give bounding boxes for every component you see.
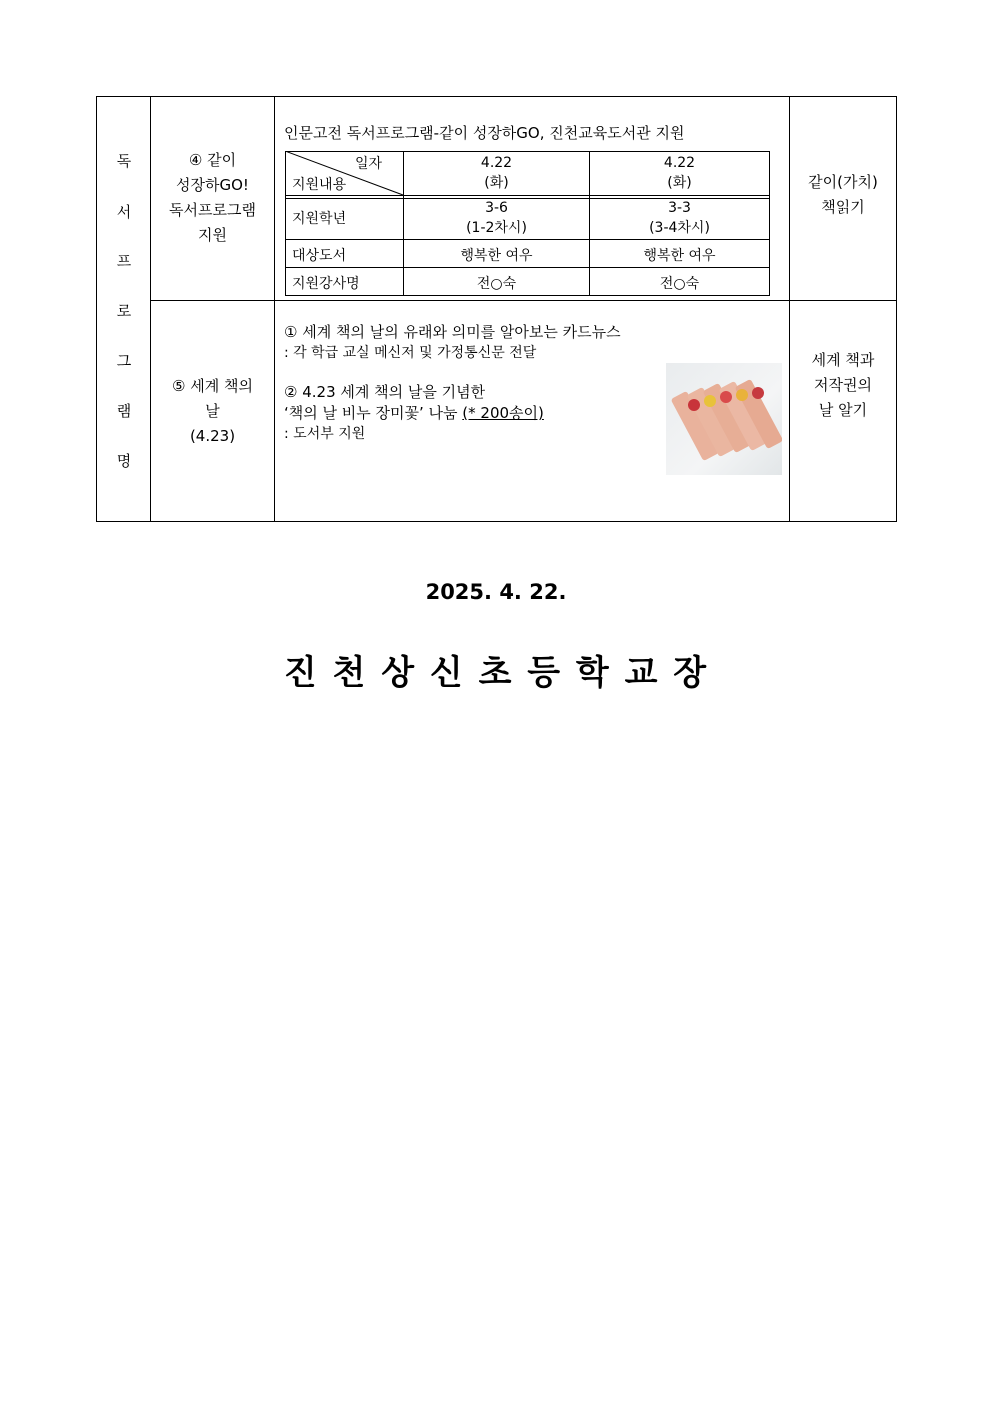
session-day: (화): [667, 175, 692, 191]
rose-bloom: [752, 387, 764, 399]
outer-border-right: [896, 96, 897, 522]
rose-bloom: [736, 389, 748, 401]
row4-program-name: [151, 148, 274, 248]
session-grade: 3-6: [485, 200, 508, 216]
session-day: (화): [484, 175, 509, 191]
program-line: 지원: [198, 226, 227, 244]
row-divider: [150, 300, 897, 301]
outer-border-bottom: [96, 521, 897, 522]
program-line: 날: [205, 402, 220, 420]
goal-line: 같이(가치): [808, 173, 878, 191]
schedule-border: [285, 267, 770, 268]
rose-bloom: [688, 399, 700, 411]
category-char: 독: [116, 152, 132, 170]
program-line: (4.23): [189, 427, 236, 445]
row-label-grade: 지원학년: [292, 211, 347, 227]
rose-bloom: [720, 391, 732, 403]
document-date: 2025. 4. 22.: [425, 580, 567, 604]
row4-goal: [790, 170, 896, 220]
category-char: 로: [116, 302, 132, 320]
goal-line: 책읽기: [821, 198, 865, 216]
column-divider-2: [274, 96, 275, 522]
session-date: 4.22: [480, 155, 513, 171]
row-label-book: 대상도서: [292, 248, 347, 264]
rose-bloom: [704, 395, 716, 407]
session-date-cell: [404, 153, 589, 193]
category-char: 프: [116, 252, 132, 270]
signer-title: 진 천 상 신 초 등 학 교 장: [283, 653, 709, 693]
row5-program-name: [151, 374, 274, 449]
session-book: 행복한 여우: [643, 248, 716, 264]
outer-border-top: [96, 96, 897, 97]
session-period: (3-4차시): [649, 220, 710, 236]
item1-title: ① 세계 책의 날의 유래와 의미를 알아보는 카드뉴스: [284, 323, 621, 341]
goal-line: 저작권의: [814, 376, 872, 394]
soap-rose-photo: [666, 363, 782, 475]
session-book: 행복한 여우: [460, 248, 533, 264]
diag-header-content: 지원내용: [292, 177, 347, 193]
diag-header-date: 일자: [355, 156, 383, 172]
category-char: 그: [116, 352, 132, 370]
session-teacher: 전○숙: [659, 276, 700, 292]
program-line: ⑤ 세계 책의: [172, 377, 253, 395]
session-period: (1-2차시): [466, 220, 527, 236]
item1-note: : 각 학급 교실 메신저 및 가정통신문 전달: [284, 345, 537, 361]
item2-quantity: (* 200송이): [462, 404, 544, 422]
session-date: 4.22: [663, 155, 696, 171]
goal-line: 날 알기: [818, 401, 868, 419]
goal-line: 세계 책과: [811, 351, 875, 369]
column-divider-3: [789, 96, 790, 522]
session-grade-cell: [404, 198, 589, 238]
session-grade-cell: [590, 198, 769, 238]
category-char: 명: [116, 452, 132, 470]
schedule-border: [285, 239, 770, 240]
session-teacher: 전○숙: [476, 276, 517, 292]
item2-event-text: ‘책의 날 비누 장미꽃’ 나눔: [284, 404, 463, 422]
category-char: 램: [116, 402, 132, 420]
row4-heading: 인문고전 독서프로그램-같이 성장하GO, 진천교육도서관 지원: [284, 124, 685, 142]
category-char: 서: [116, 203, 132, 221]
item2-title: ② 4.23 세계 책의 날을 기념한: [284, 383, 486, 401]
program-line: ④ 같이: [188, 151, 237, 169]
session-date-cell: [590, 153, 769, 193]
schedule-border: [769, 151, 770, 296]
session-grade: 3-3: [668, 200, 691, 216]
program-line: 성장하GO!: [176, 176, 249, 194]
row5-goal: [790, 348, 896, 423]
row-label-teacher: 지원강사명: [292, 276, 360, 292]
schedule-border: [285, 295, 770, 296]
program-line: 독서프로그램: [169, 201, 256, 219]
item2-note: : 도서부 지원: [284, 426, 366, 442]
item2-line: [284, 402, 544, 423]
